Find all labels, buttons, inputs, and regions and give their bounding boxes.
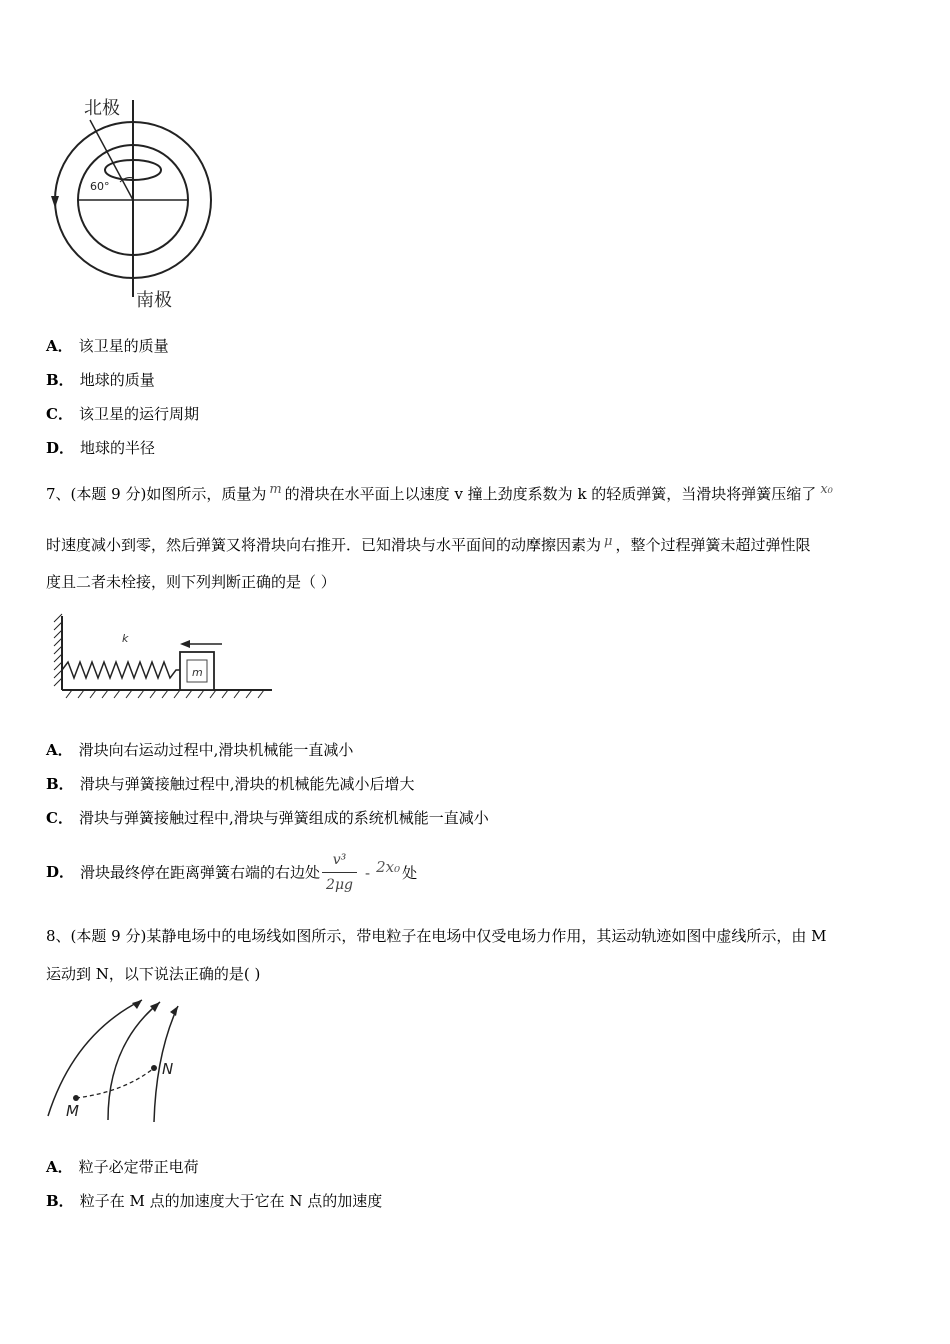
- q7-text: 7、(本题 9 分)如图所示，质量为: [46, 485, 267, 503]
- option-text: 该卫星的质量: [78, 337, 169, 355]
- q7-line-1: [46, 484, 833, 506]
- point-n: [151, 1065, 157, 1071]
- q6-option-a: [46, 336, 169, 356]
- option-letter: A．: [46, 1158, 73, 1176]
- q7-option-a: [46, 740, 353, 760]
- q7-option-d: [46, 848, 417, 897]
- q7-option-c: [46, 808, 489, 828]
- term-2x0: 2x₀: [376, 857, 401, 876]
- option-text: 该卫星的运行周期: [78, 405, 199, 423]
- q7-text: 的滑块在水平面上以速度 v 撞上劲度系数为 k 的轻质弹簧，当滑块将弹簧压缩了: [284, 485, 817, 503]
- symbol-mu: μ: [604, 534, 613, 549]
- minus-sign: -: [365, 863, 371, 882]
- option-text: 处: [402, 863, 418, 882]
- label-n: N: [162, 1060, 174, 1078]
- option-letter: B．: [46, 775, 74, 793]
- option-text: 粒子在 M 点的加速度大于它在 N 点的加速度: [79, 1192, 383, 1210]
- q7-text: 度且二者未栓接，则下列判断正确的是（ ）: [46, 573, 336, 591]
- wall-hatching: [54, 614, 62, 686]
- option-text: 地球的质量: [79, 371, 155, 389]
- q8-option-b: [46, 1191, 382, 1211]
- option-letter: C．: [46, 405, 73, 423]
- option-text: 滑块向右运动过程中,滑块机械能一直减小: [78, 741, 354, 759]
- q8-text: 运动到 N，以下说法正确的是( ): [46, 965, 261, 983]
- fraction-numerator: v³: [322, 848, 357, 873]
- q6-option-b: [46, 370, 155, 390]
- trajectory: [76, 1068, 154, 1098]
- block-m-label: m: [192, 666, 203, 679]
- angle-label: 60°: [90, 180, 110, 193]
- q7-option-b: [46, 774, 414, 794]
- ground-hatching: [66, 690, 264, 698]
- orbit-arrow: [51, 196, 59, 208]
- q8-option-a: [46, 1157, 199, 1177]
- globe-orbit-figure: [40, 92, 230, 312]
- q8-line-2: [46, 964, 260, 984]
- q6-option-d: [46, 438, 155, 458]
- q8-text: 8、(本题 9 分)某静电场中的电场线如图所示，带电粒子在电场中仅受电场力作用，其运动轨迹如图中虚线所示，由 M: [46, 927, 827, 945]
- option-text: 滑块与弹簧接触过程中,滑块的机械能先减小后增大: [79, 775, 415, 793]
- point-m: [73, 1095, 79, 1101]
- option-letter: D．: [46, 439, 75, 457]
- option-text: 滑块最终停在距离弹簧右端的右边处: [80, 863, 321, 882]
- option-letter: A．: [46, 337, 73, 355]
- field-arrow-2: [150, 1002, 160, 1012]
- option-letter: D．: [46, 862, 75, 881]
- q6-option-c: [46, 404, 199, 424]
- option-text: 粒子必定带正电荷: [78, 1158, 199, 1176]
- label-m: M: [66, 1102, 79, 1120]
- field-line-2: [108, 1002, 160, 1120]
- north-pole-label: 北极: [84, 98, 120, 119]
- field-arrow-1: [132, 1000, 142, 1009]
- fraction: [322, 848, 357, 897]
- q8-line-1: [46, 926, 826, 946]
- q7-text: 时速度减小到零，然后弹簧又将滑块向右推开．已知滑块与水平面间的动摩擦因素为: [46, 536, 602, 554]
- option-text: 地球的半径: [80, 439, 156, 457]
- q7-text: ，整个过程弹簧未超过弹性限: [615, 536, 811, 554]
- option-text: 滑块与弹簧接触过程中,滑块与弹簧组成的系统机械能一直减小: [78, 809, 489, 827]
- spring-block-figure: [50, 608, 280, 708]
- fraction-denominator: 2μg: [326, 877, 353, 893]
- spring-k-label: k: [122, 632, 129, 645]
- option-letter: A．: [46, 741, 73, 759]
- spring: [62, 662, 180, 678]
- symbol-x0: x₀: [820, 482, 833, 497]
- option-letter: B．: [46, 1192, 74, 1210]
- south-pole-label: 南极: [136, 290, 172, 311]
- q7-line-3: [46, 572, 336, 592]
- electric-field-figure: [44, 994, 194, 1124]
- option-letter: C．: [46, 809, 73, 827]
- q7-line-2: [46, 535, 810, 557]
- symbol-m: m: [269, 482, 282, 497]
- field-line-1: [48, 1000, 142, 1116]
- field-arrow-3: [170, 1006, 178, 1016]
- velocity-arrow-head: [180, 640, 190, 648]
- option-letter: B．: [46, 371, 74, 389]
